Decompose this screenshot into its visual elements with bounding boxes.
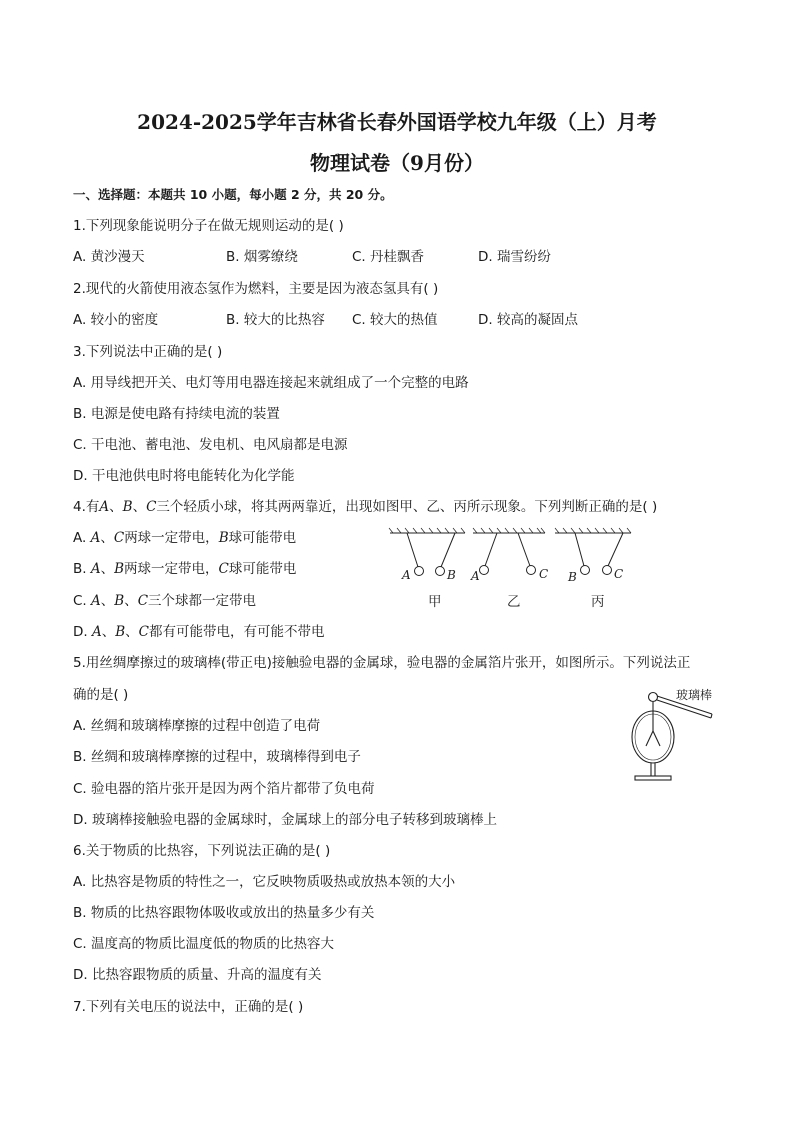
question-3-option-c: C. 干电池、蓄电池、发电机、电风扇都是电源 <box>73 437 348 453</box>
option-text: 两球一定带电， <box>124 530 219 546</box>
question-2-stem: 2.现代的火箭使用液态氢作为燃料，主要是因为液态氢具有( ) <box>73 281 439 297</box>
question-6-option-b: B. 物质的比热容跟物体吸收或放出的热量多少有关 <box>73 905 375 921</box>
ball-label: C <box>539 567 549 581</box>
ball-label: B <box>568 570 577 584</box>
question-4-option-b <box>73 560 296 578</box>
ball <box>480 566 489 575</box>
electroscope-figure <box>620 684 730 788</box>
question-6-option-d: D. 比热容跟物质的质量、升高的温度有关 <box>73 967 322 983</box>
question-3-option-b: B. 电源是使电路有持续电流的装置 <box>73 406 280 422</box>
question-1-stem: 1.下列现象能说明分子在做无规则运动的是( ) <box>73 218 344 234</box>
question-5-stem-line-2: 确的是( ) <box>73 687 129 703</box>
ball <box>436 567 445 576</box>
variable: A <box>90 561 101 577</box>
variable: A <box>91 624 102 640</box>
question-6-stem: 6.关于物质的比热容，下列说法正确的是( ) <box>73 843 331 859</box>
variable: C <box>218 561 229 577</box>
question-1-option-a: A. 黄沙漫天 <box>73 249 145 265</box>
option-text: 、 <box>100 561 115 577</box>
option-prefix: C. <box>73 593 92 609</box>
variable: C <box>138 624 149 640</box>
question-5-option-c: C. 验电器的箔片张开是因为两个箔片都带了负电荷 <box>73 781 375 797</box>
option-text: 、 <box>100 530 114 546</box>
ball-label: B <box>447 568 456 582</box>
question-6-option-a: A. 比热容是物质的特性之一，它反映物质吸热或放热本领的大小 <box>73 874 456 890</box>
option-text: 、 <box>100 593 115 609</box>
question-1-option-c: C. 丹桂飘香 <box>352 249 425 265</box>
figure-caption-bing: 丙 <box>591 594 605 610</box>
ball-label: A <box>402 568 411 582</box>
question-6-option-c: C. 温度高的物质比温度低的物质的比热容大 <box>73 936 335 952</box>
option-text: 两球一定带电， <box>124 561 219 577</box>
figure-caption-jia: 甲 <box>428 594 442 610</box>
question-3-option-d: D. 干电池供电时将电能转化为化学能 <box>73 468 295 484</box>
question-4-stem-part-1: 4.有 <box>73 499 100 515</box>
ball <box>415 567 424 576</box>
question-2-option-d: D. 较高的凝固点 <box>478 312 578 328</box>
question-3-option-a: A. 用导线把开关、电灯等用电器连接起来就组成了一个完整的电路 <box>73 375 469 391</box>
ball <box>527 566 536 575</box>
question-1-option-b: B. 烟雾缭绕 <box>226 249 298 265</box>
variable: A <box>90 530 101 546</box>
ball-label: C <box>614 567 624 581</box>
option-prefix: A. <box>73 530 91 546</box>
option-text: 、 <box>125 624 139 640</box>
variable-c: C <box>146 499 157 515</box>
ball <box>603 566 612 575</box>
question-2-option-a: A. 较小的密度 <box>73 312 159 328</box>
paper-title-line-1: 2024-2025学年吉林省长春外国语学校九年级（上）月考 <box>137 110 657 134</box>
question-3-stem: 3.下列说法中正确的是( ) <box>73 344 223 360</box>
question-4-option-d <box>73 623 325 641</box>
option-text: 三个球都一定带电 <box>148 593 257 609</box>
ball-label: A <box>471 569 480 583</box>
glass-rod-label: 玻璃棒 <box>676 688 713 702</box>
variable: B <box>114 561 125 577</box>
question-2-option-b: B. 较大的比热容 <box>226 312 325 328</box>
question-5-option-b: B. 丝绸和玻璃棒摩擦的过程中，玻璃棒得到电子 <box>73 749 361 765</box>
separator: 、 <box>132 499 147 515</box>
pendulum-figure <box>385 526 640 616</box>
option-text: 、 <box>101 624 116 640</box>
question-5-option-a: A. 丝绸和玻璃棒摩擦的过程中创造了电荷 <box>73 718 321 734</box>
question-1-option-d: D. 瑞雪纷纷 <box>478 249 551 265</box>
question-5-stem-line-1: 5.用丝绸摩擦过的玻璃棒(带正电)接触验电器的金属球，验电器的金属箔片张开，如图所示。下列说法正 <box>73 655 691 671</box>
option-text: 球可能带电 <box>228 561 297 577</box>
option-text: 球可能带电 <box>228 530 297 546</box>
variable-a: A <box>99 499 110 515</box>
question-2-option-c: C. 较大的热值 <box>352 312 438 328</box>
variable-b: B <box>122 499 133 515</box>
variable: A <box>91 593 101 609</box>
question-4-stem-part-2: 三个轻质小球，将其两两靠近，出现如图甲、乙、丙所示现象。下列判断正确的是( ) <box>156 499 658 515</box>
variable: B <box>115 624 126 640</box>
question-7-stem: 7.下列有关电压的说法中，正确的是( ) <box>73 999 304 1015</box>
variable: C <box>113 530 125 546</box>
option-text: 、 <box>124 593 138 609</box>
separator: 、 <box>109 499 123 515</box>
option-prefix: D. <box>73 624 92 640</box>
option-prefix: B. <box>73 561 91 577</box>
section-heading: 一、选择题：本题共 10 小题，每小题 2 分，共 20 分。 <box>73 187 393 202</box>
question-4-stem <box>73 498 657 516</box>
question-5-option-d: D. 玻璃棒接触验电器的金属球时，金属球上的部分电子转移到玻璃棒上 <box>73 812 497 828</box>
question-4-option-a <box>73 529 296 547</box>
ball <box>581 566 590 575</box>
figure-caption-yi: 乙 <box>507 594 521 610</box>
question-4-option-c <box>73 592 256 610</box>
variable: C <box>137 593 149 609</box>
paper-title-line-2: 物理试卷（9月份） <box>310 151 484 175</box>
option-text: 都有可能带电，有可能不带电 <box>149 624 325 640</box>
variable: B <box>114 593 125 609</box>
variable: B <box>218 530 229 546</box>
